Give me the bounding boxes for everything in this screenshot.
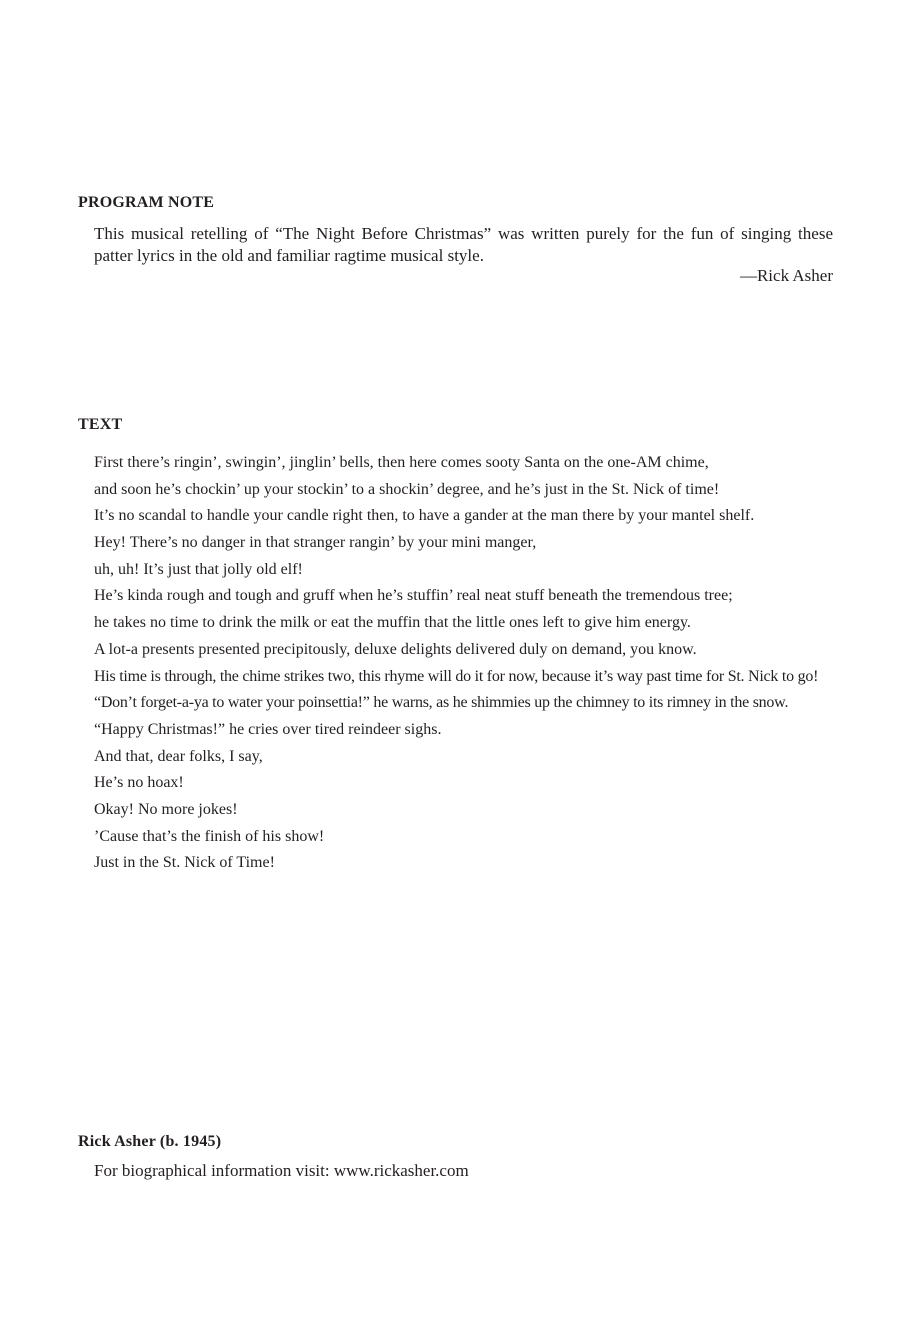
lyrics-list — [94, 450, 884, 877]
program-note-signature: —Rick Asher — [739, 266, 833, 285]
lyric-line: “Don’t forget-a-ya to water your poinsettia!” he warns, as he shimmies up the chimney to its rimney in the snow. — [94, 694, 789, 712]
lyric-line: and soon he’s chockin’ up your stockin’ to a shockin’ degree, and he’s just in the St. Nick of time! — [94, 480, 720, 498]
lyric-line: It’s no scandal to handle your candle right then, to have a gander at the man there by your mantel shelf. — [94, 507, 755, 525]
lyric-line: he takes no time to drink the milk or eat the muffin that the little ones left to give him energy. — [94, 614, 691, 632]
lyric-line: A lot-a presents presented precipitously, deluxe delights delivered duly on demand, you know. — [94, 640, 697, 658]
text-heading: TEXT — [78, 416, 123, 433]
lyric-line: His time is through, the chime strikes two, this rhyme will do it for now, because it’s way past time for St. Nick to go! — [94, 667, 819, 685]
program-note-body — [94, 223, 833, 267]
bio-heading: Rick Asher (b. 1945) — [78, 1133, 222, 1150]
program-note-line: patter lyrics in the old and familiar ragtime musical style. — [94, 246, 484, 265]
program-note-heading: PROGRAM NOTE — [78, 194, 215, 211]
bio-info-line: For biographical information visit: www.rickasher.com — [94, 1161, 469, 1180]
lyric-line: “Happy Christmas!” he cries over tired reindeer sighs. — [94, 720, 442, 738]
lyric-line: First there’s ringin’, swingin’, jinglin’ bells, then here comes sooty Santa on the one-AM chime, — [94, 454, 709, 471]
lyric-line: He’s no hoax! — [94, 774, 184, 792]
lyric-line: He’s kinda rough and tough and gruff when he’s stuffin’ real neat stuff beneath the tremendous tree; — [94, 587, 733, 605]
lyric-line: ’Cause that’s the finish of his show! — [94, 827, 325, 845]
lyric-line: Hey! There’s no danger in that stranger rangin’ by your mini manger, — [94, 534, 537, 552]
lyric-line: And that, dear folks, I say, — [94, 747, 263, 765]
lyric-line: Okay! No more jokes! — [94, 800, 238, 818]
program-note-line: This musical retelling of “The Night Before Christmas” was written purely for the fun of singing these — [94, 224, 833, 243]
lyric-line: Just in the St. Nick of Time! — [94, 854, 275, 872]
lyric-line: uh, uh! It’s just that jolly old elf! — [94, 560, 303, 578]
